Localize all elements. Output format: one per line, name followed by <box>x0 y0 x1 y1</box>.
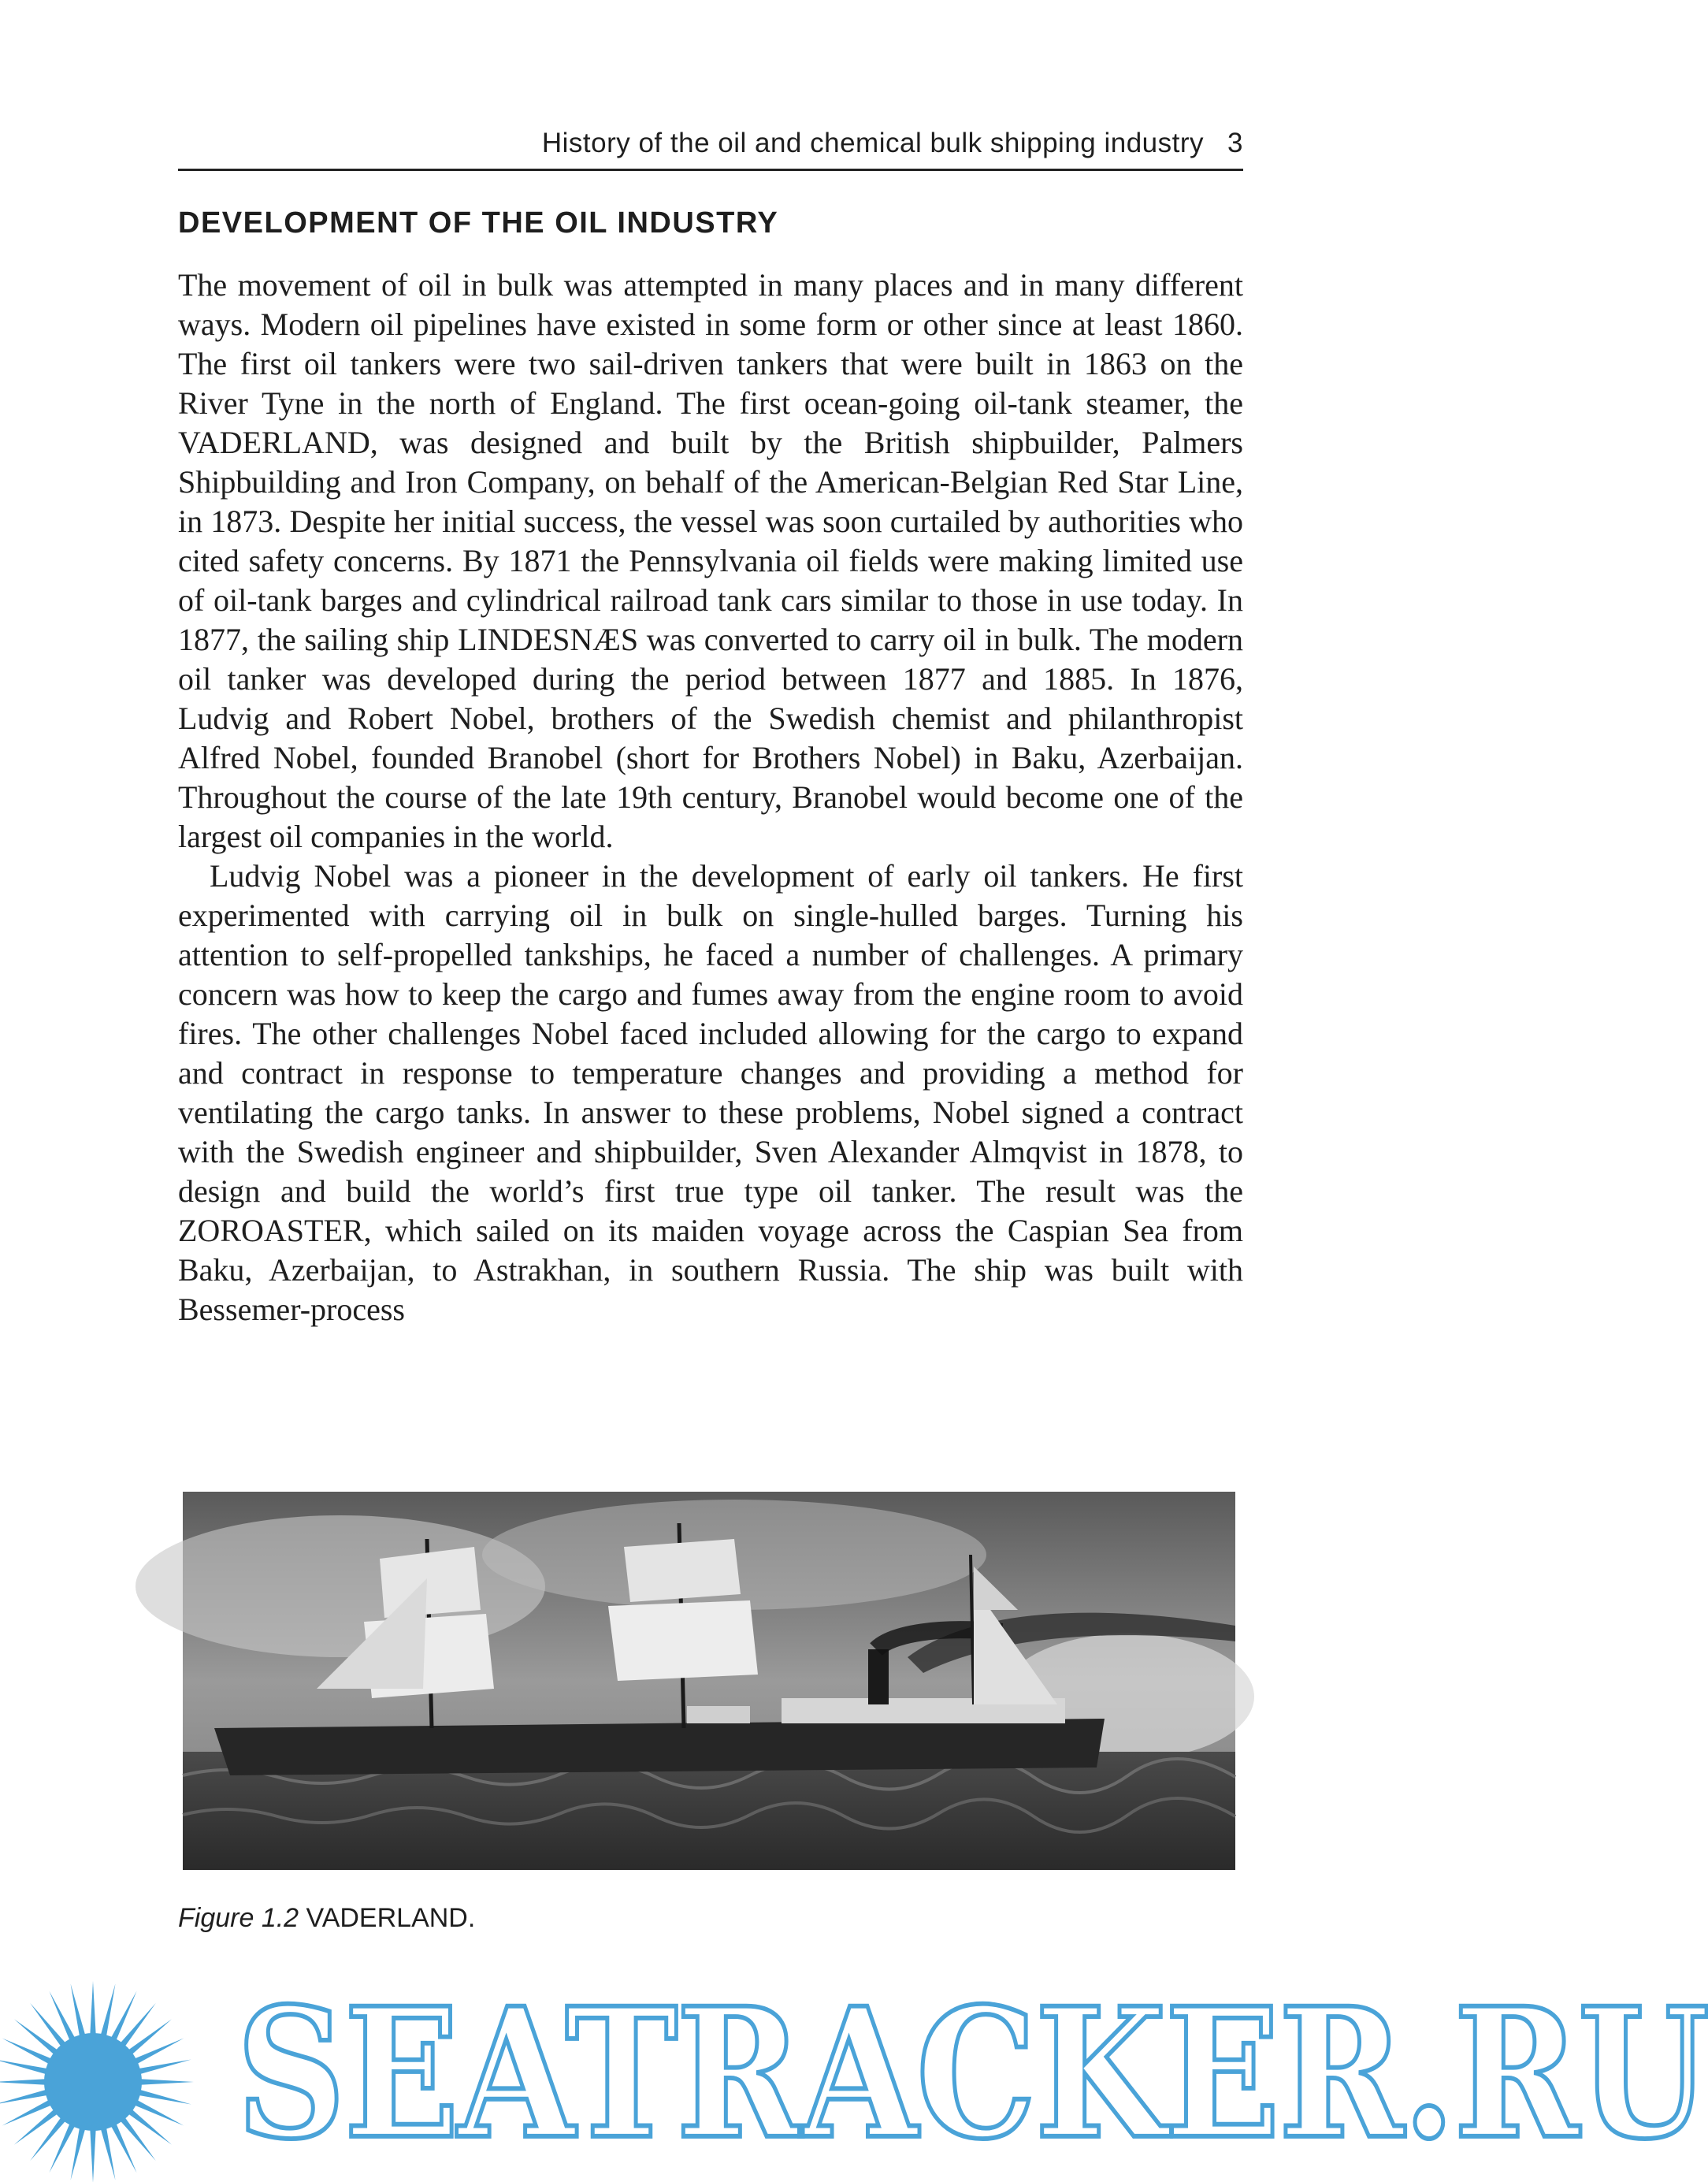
sun-ray <box>128 2109 173 2144</box>
ship-illustration <box>183 1492 1235 1870</box>
sun-ray <box>90 1981 95 2035</box>
figure-title: VADERLAND. <box>306 1903 476 1933</box>
body-text <box>178 266 1243 1329</box>
sun-ray <box>101 1983 116 2036</box>
figure-vaderland-photo <box>183 1492 1235 1870</box>
figure-label: Figure 1.2 <box>178 1903 299 1933</box>
sun-ray <box>0 2060 47 2075</box>
paragraph-2: Ludvig Nobel was a pioneer in the development of early oil tankers. He first experimented with carrying oil in bulk on single-hulled barges. Turning his attention to self-propelled tankships, he faced a number of challenges. A primary concern was how to keep the cargo and fumes away from the engine room to avoid fires. The other challenges Nobel faced included allowing for the cargo to expand and contract in response to temperature changes and providing a method for ventilating the cargo tanks. In answer to these problems, Nobel signed a contract with the Swedish engineer and shipbuilder, Sven Alexander Almqvist in 1878, to design and build the world’s first true type oil tanker. The result was the ZOROASTER, which sailed on its maiden voyage across the Caspian Sea from Baku, Azerbaijan, to Astrakhan, in southern Russia. The ship was built with Bessemer-process <box>178 858 1243 1327</box>
sun-ray <box>90 2129 95 2182</box>
sun-ray <box>139 2090 191 2105</box>
sun-ray <box>0 2079 46 2084</box>
sun-ray <box>101 2128 116 2180</box>
paragraph-1: The movement of oil in bulk was attempted in many places and in many different ways. Modern oil pipelines have existed in some form or other since at least 1860. The first oil tankers were two sail-driven tankers that were built in 1863 on the River Tyne in the north of England. The first ocean-going oil-tank steamer, the VADERLAND, was designed and built by the British shipbuilder, Palmers Shipbuilding and Iron Company, on behalf of the American-Belgian Red Star Line, in 1873. Despite her initial success, the vessel was soon curtailed by authorities who cited safety concerns. By 1871 the Pennsylvania oil fields were making limited use of oil-tank barges and cylindrical railroad tank cars similar to those in use today. In 1877, the sailing ship LINDESNÆS was converted to carry oil in bulk. The modern oil tanker was developed during the period between 1877 and 1885. In 1876, Ludvig and Robert Nobel, brothers of the Swedish chemist and philanthropist Alfred Nobel, founded Branobel (short for Brothers Nobel) in Baku, Azerbaijan. Throughout the course of the late 19th century, Branobel would become one of the largest oil companies in the world. <box>178 267 1243 854</box>
sun-logo-icon <box>0 1962 236 2178</box>
sun-ray <box>30 2003 65 2047</box>
sun-ray <box>30 2117 65 2162</box>
page-number: 3 <box>1227 128 1243 158</box>
sun-ray <box>0 2090 47 2105</box>
watermark-text: SEATRACKER.RU <box>236 1969 1708 2180</box>
section-heading: DEVELOPMENT OF THE OIL INDUSTRY <box>178 206 779 240</box>
sun-ray <box>71 2128 86 2180</box>
sun-ray <box>140 2079 194 2084</box>
sun-ray <box>14 2109 58 2144</box>
sun-ray <box>120 2117 155 2162</box>
running-head <box>178 128 1243 171</box>
sun-ray <box>120 2003 155 2047</box>
sun-ray <box>128 2019 173 2054</box>
running-title: History of the oil and chemical bulk shipping industry <box>541 128 1205 158</box>
figure-caption <box>178 1903 475 1934</box>
sun-ray <box>139 2060 191 2075</box>
sun-ray <box>14 2019 58 2054</box>
sun-ray <box>71 1983 86 2036</box>
